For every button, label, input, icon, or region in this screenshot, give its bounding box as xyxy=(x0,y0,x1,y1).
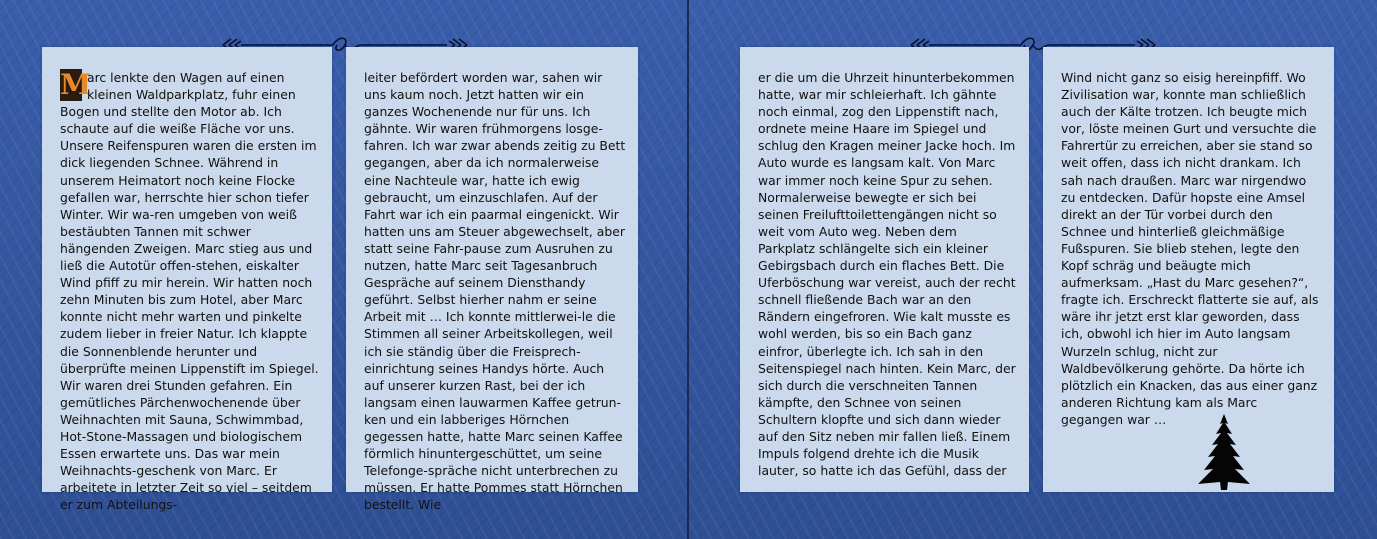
column-text: er die um die Uhrzeit hinunterbekommen hatte, war mir schleierhaft. Ich gähnte noch einmal, zog den Lippenstift nach, ordnete meine Haare im Spiegel und schlug den Kragen meiner Jacke hoch. Im Auto wurde es langsam kalt. Von Marc war immer noch keine Spur zu sehen. Normalerweise bewegte er sich bei seinen Freilufttoilettengängen nicht so weit vom Auto weg. Neben dem Parkplatz schlängelte sich ein kleiner Gebirgsbach durch ein flaches Bett. Die Uferböschung war vereist, auch der recht schnell fließende Bach war an den Rändern eingefroren. Wie kalt musste es wohl werden, bis so ein Bach ganz einfror, überlegte ich. Ich sah in den Seitenspiegel nach hinten. Kein Marc, der sich durch die verschneiten Tannen kämpfte, den Schnee von seinen Schultern klopfte und sich dann wieder auf den Sitz neben mir fallen ließ. Einem Impuls folgend drehte ich die Musik lauter, so hatte ich das Gefühl, dass der xyxy=(758,70,1016,479)
column-text: leiter befördert worden war, sahen wir uns kaum noch. Jetzt hatten wir ein ganzes Wochenende nur für uns. Ich gähnte. Wir waren frühmorgens losge-fahren. Ich war zwar abends zeitig zu Bett gegangen, aber da ich normalerweise eine Nachteule war, hatte ich ewig gebraucht, um einzuschlafen. Auf der Fahrt war ich ein paarmal eingenickt. Wir hatten uns am Steuer abgewechselt, aber statt seine Fahr-pause zum Ausruhen zu nutzen, hatte Marc seit Tagesanbruch Gespräche auf seinem Diensthandy geführt. Selbst hierher nahm er seine Arbeit mit … Ich konnte mittlerwei-le die Stimmen all seiner Arbeitskollegen, weil ich sie ständig über die Freisprech-einrichtung seines Handys hörte. Auch auf unserer kurzen Rast, bei der ich langsam einen lauwarmen Kaffee getrun-ken und ein labberiges Hörnchen gegessen hatte, hatte Marc seinen Kaffee förmlich hinuntergeschüttet, um seine Telefonge-spräche nicht unterbrechen zu müssen. Er hatte Pommes statt Hörnchen bestellt. Wie xyxy=(364,70,626,513)
fir-tree-icon xyxy=(1195,412,1253,492)
text-column-3 xyxy=(740,47,1029,492)
column-text: Wind nicht ganz so eisig hereinpfiff. Wo Zivilisation war, konnte man schließlich auch der Kälte trotzen. Ich beugte mich vor, löste meinen Gurt und versuchte die Fahrertür zu erreichen, aber sie stand so weit offen, dass ich nicht drankam. Ich sah nach draußen. Marc war nirgendwo zu entdecken. Dafür hopste eine Amsel direkt an der Tür vorbei durch den Schnee und hinterließ gleichmäßige Fußspuren. Sie blieb stehen, legte den Kopf schräg und beäugte mich aufmerksam. „Hast du Marc gesehen?“, fragte ich. Erschreckt flatterte sie auf, als wäre ihr jetzt erst klar geworden, dass ich, obwohl ich hier im Auto langsam Wurzeln schlug, nicht zur Waldbevölkerung gehörte. Da hörte ich plötzlich ein Knacken, das aus einer ganz anderen Richtung kam als Marc gegangen war … xyxy=(1061,70,1319,427)
dropcap-letter: M xyxy=(60,68,91,101)
text-column-1 xyxy=(42,47,332,513)
column-text xyxy=(60,69,320,513)
left-page xyxy=(0,0,687,539)
text-column-4 xyxy=(1043,47,1334,492)
column-body: arc lenkte den Wagen auf einen kleinen Waldparkplatz, fuhr einen Bogen und stellte den Motor ab. Ich schaute auf die weiße Fläche vor uns. Unsere Reifenspuren waren die ersten im dick liegenden Schnee. Während in unserem Heimatort noch keine Flocke gefallen war, herrschte hier schon tiefer Winter. Wir wa-ren umgeben von weiß bestäubten Tannen mit schwer hängenden Zweigen. Marc stieg aus und ließ die Autotür offen-stehen, eiskalter Wind pfiff zu mir herein. Wir hatten noch zehn Minuten bis zum Hotel, aber Marc konnte nicht mehr warten und pinkelte zudem lieber in freier Natur. Ich klappte die Sonnenblende herunter und überprüfte meinen Lippenstift im Spiegel. Wir waren drei Stunden gefahren. Ein gemütliches Pärchenwochenende über Weihnachten mit Sauna, Schwimmbad, Hot-Stone-Massagen und biologischem Essen erwartete uns. Das war mein Weihnachts-geschenk von Marc. Er arbeitete in letzter Zeit so viel – seitdem er zum Abteilungs- xyxy=(60,70,319,513)
right-page xyxy=(689,0,1377,539)
text-column-2 xyxy=(346,47,638,513)
